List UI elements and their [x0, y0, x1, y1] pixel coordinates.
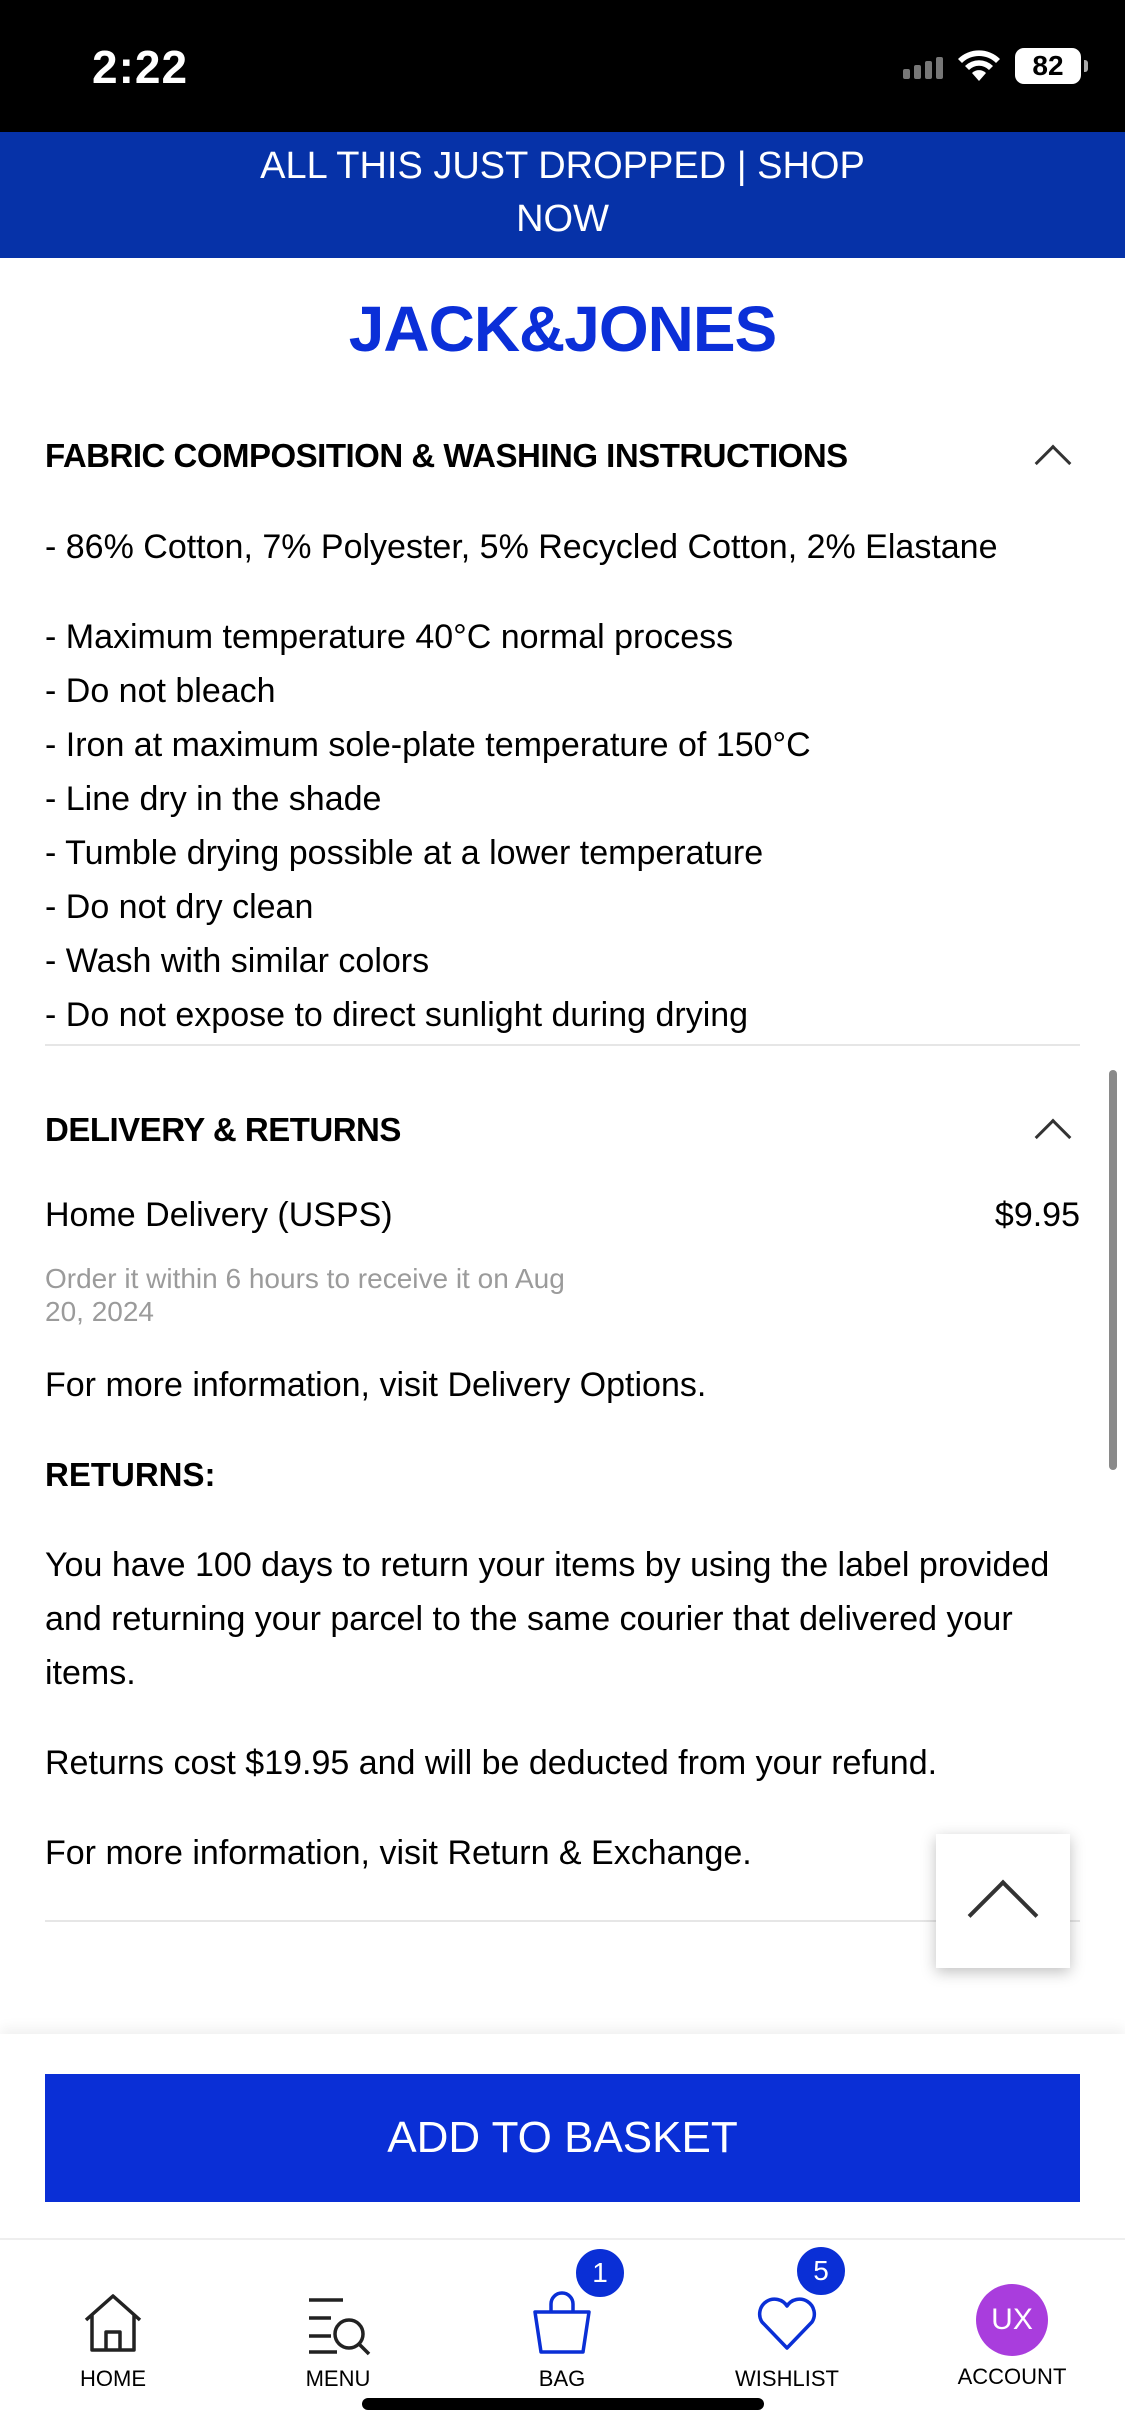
delivery-section-title: DELIVERY & RETURNS [45, 1111, 401, 1148]
heart-icon-wrapper [752, 2255, 829, 2358]
back-to-top-button[interactable] [936, 1834, 1070, 1968]
basket-bar [0, 2034, 1125, 2238]
menu-search-icon [303, 2288, 373, 2358]
returns-title: RETURNS: [45, 1456, 216, 1493]
nav-account-label: ACCOUNT [957, 2364, 1067, 2389]
fabric-section-header[interactable] [45, 436, 1080, 476]
nav-home-label: HOME [80, 2366, 146, 2391]
return-exchange-link[interactable]: For more information, visit Return & Exchange. [45, 1834, 752, 1872]
promo-banner[interactable]: ALL THIS JUST DROPPED | SHOP NOW [0, 132, 1125, 258]
battery-icon: 82 [1015, 48, 1081, 84]
add-to-basket-button[interactable]: ADD TO BASKET [45, 2074, 1080, 2202]
returns-cost: Returns cost $19.95 and will be deducted from your refund. [45, 1744, 938, 1782]
washing-instruction: - Iron at maximum sole-plate temperature of 150°C [45, 726, 811, 764]
nav-account[interactable] [932, 2242, 1092, 2390]
brand-logo[interactable]: JACK&JONES [348, 293, 777, 365]
nav-wishlist[interactable] [707, 2242, 867, 2392]
nav-bag[interactable] [482, 2242, 642, 2392]
chevron-up-icon [968, 1880, 1039, 1951]
washing-instruction: - Wash with similar colors [45, 942, 430, 980]
washing-instruction: - Tumble drying possible at a lower temperature [45, 834, 764, 872]
chevron-up-icon[interactable] [1035, 1119, 1072, 1156]
delivery-section-header[interactable] [45, 1110, 1080, 1150]
delivery-method: Home Delivery (USPS) [45, 1196, 393, 1234]
home-icon [78, 2288, 148, 2358]
nav-home[interactable] [33, 2242, 193, 2392]
avatar: UX [976, 2284, 1048, 2356]
scrollbar[interactable] [1109, 1070, 1117, 1470]
nav-bag-label: BAG [538, 2366, 586, 2391]
bag-icon-wrapper [527, 2257, 608, 2358]
divider [45, 1920, 1080, 1922]
washing-instruction: - Maximum temperature 40°C normal process [45, 618, 734, 656]
home-indicator [362, 2398, 764, 2410]
fabric-details [45, 520, 1080, 1042]
bag-count-badge: 1 [573, 2246, 627, 2300]
delivery-option [45, 1196, 1080, 1235]
nav-menu[interactable] [258, 2242, 418, 2392]
fabric-section-title: FABRIC COMPOSITION & WASHING INSTRUCTIONS [45, 437, 848, 474]
delivery-options-link[interactable]: For more information, visit Delivery Options. [45, 1366, 707, 1404]
nav-menu-label: MENU [305, 2366, 371, 2391]
chevron-up-icon[interactable] [1035, 445, 1072, 482]
divider [45, 1044, 1080, 1046]
washing-instruction: - Do not bleach [45, 672, 276, 710]
signal-icon [903, 53, 943, 79]
status-indicators [903, 48, 1081, 84]
wifi-icon [957, 49, 1001, 83]
nav-wishlist-label: WISHLIST [735, 2366, 839, 2391]
washing-instruction: - Line dry in the shade [45, 780, 382, 818]
wishlist-count-badge: 5 [794, 2244, 848, 2298]
washing-instruction: - Do not expose to direct sunlight during drying [45, 996, 749, 1034]
status-bar [0, 0, 1125, 132]
fabric-composition: - 86% Cotton, 7% Polyester, 5% Recycled Cotton, 2% Elastane [45, 528, 998, 566]
delivery-price: $9.95 [994, 1196, 1080, 1234]
bag-icon [527, 2288, 597, 2358]
delivery-estimate: Order it within 6 hours to receive it on Aug 20, 2024 [45, 1263, 565, 1327]
heart-icon [752, 2288, 822, 2358]
washing-instruction: - Do not dry clean [45, 888, 314, 926]
status-time: 2:22 [92, 41, 189, 93]
returns-policy: You have 100 days to return your items by using the label provided and returning your parcel to the same courier that delivered your items. [45, 1546, 1050, 1692]
